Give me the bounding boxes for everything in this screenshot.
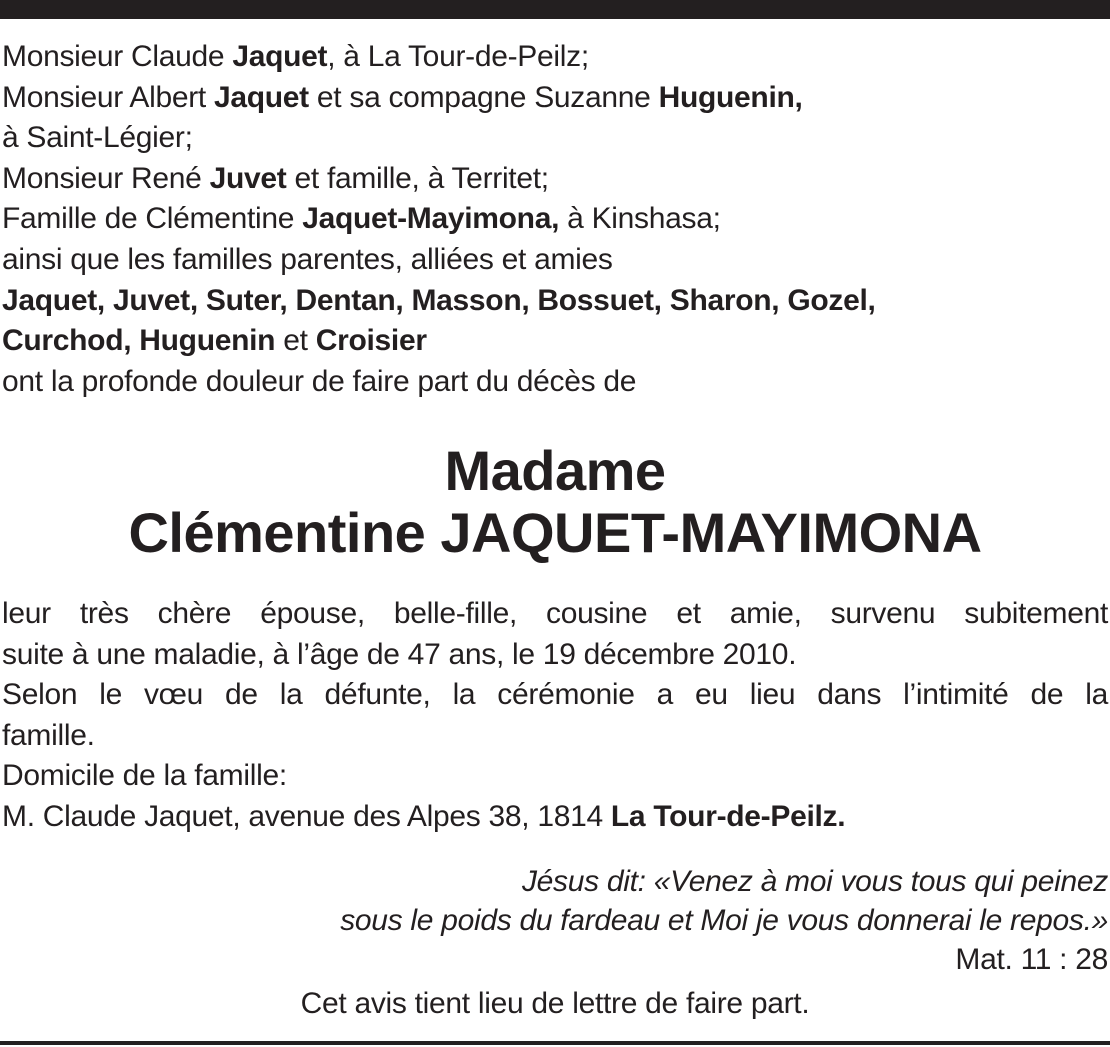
text: et [275, 324, 316, 358]
closing-note: Cet avis tient lieu de lettre de faire part. [300, 987, 810, 1020]
verse-reference: Mat. 11 : 28 [955, 943, 1108, 976]
deceased-title: Madame [444, 439, 666, 502]
text: et sa compagne Suzanne [308, 80, 659, 114]
surname: Jaquet [232, 40, 328, 73]
surname: Croisier [315, 324, 427, 358]
text: , à La Tour-de-Peilz; [327, 40, 589, 73]
top-rule [0, 0, 1110, 19]
notice-body [2, 594, 1108, 837]
body-line-2: suite à une maladie, à l’âge de 47 ans, le 19 décembre 2010. [2, 637, 797, 671]
text: Monsieur Claude [2, 40, 233, 73]
mourner-line-2 [2, 78, 1108, 119]
mourner-line-4 [2, 159, 1108, 200]
deceased-heading [0, 440, 1110, 564]
address-line [2, 797, 1108, 838]
bottom-rule [0, 1041, 1110, 1045]
text: et famille, à Territet; [286, 161, 549, 195]
body-line-3: Selon le vœu de la défunte, la cérémonie a eu lieu dans l’intimité de la [2, 678, 1108, 712]
mourners-list [2, 37, 1108, 402]
mourner-line-5 [2, 199, 1108, 240]
surname: Huguenin, [658, 80, 803, 114]
family-names-line-2 [2, 321, 1108, 362]
text: à Kinshasa; [559, 202, 721, 236]
text: Monsieur Albert [2, 80, 214, 114]
surname: Juvet [209, 161, 287, 195]
deceased-name: Clémentine JAQUET-MAYIMONA [128, 501, 982, 564]
family-names-line-1: Jaquet, Juvet, Suter, Dentan, Masson, Bossuet, Sharon, Gozel, [2, 283, 876, 317]
mourner-line-1 [2, 37, 1108, 78]
surname: Jaquet-Mayimona, [302, 202, 560, 236]
mourner-line-6: ainsi que les familles parentes, alliées et amies [2, 242, 613, 276]
text: Monsieur René [2, 161, 210, 195]
mourner-line-3: à Saint-Légier; [2, 121, 193, 155]
body-line-1: leur très chère épouse, belle-fille, cousine et amie, survenu subitement [2, 597, 1108, 630]
town: La Tour-de-Peilz. [610, 799, 846, 833]
body-line-5: Domicile de la famille: [2, 759, 287, 793]
text: M. Claude Jaquet, avenue des Alpes 38, 1814 [2, 799, 611, 833]
announcement-line: ont la profonde douleur de faire part du décès de [2, 364, 637, 398]
bible-verse [108, 862, 1108, 979]
verse-line-2: sous le poids du fardeau et Moi je vous donnerai le repos.» [340, 904, 1108, 937]
surname: Curchod, Huguenin [2, 324, 276, 358]
body-line-4: famille. [2, 718, 95, 752]
surname: Jaquet [213, 80, 309, 114]
verse-line-1: Jésus dit: «Venez à moi vous tous qui peinez [521, 865, 1108, 898]
text: Famille de Clémentine [2, 202, 303, 236]
